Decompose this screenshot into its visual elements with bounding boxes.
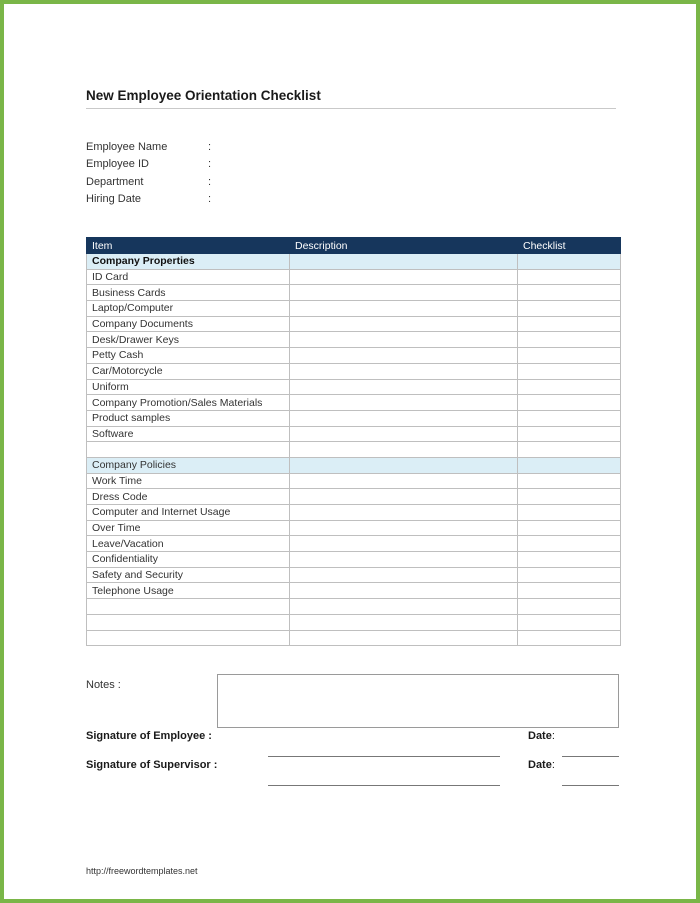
description-cell[interactable]: [290, 520, 518, 536]
field-label: Employee ID: [86, 158, 149, 170]
table-row: [87, 599, 621, 615]
department-field: [86, 176, 212, 188]
table-row: [87, 301, 621, 317]
table-row: [87, 473, 621, 489]
item-cell: Company Properties: [87, 254, 290, 270]
item-cell: Computer and Internet Usage: [87, 505, 290, 521]
field-colon: :: [208, 193, 212, 205]
item-cell: Over Time: [87, 520, 290, 536]
item-cell: [87, 614, 290, 630]
item-cell: Software: [87, 426, 290, 442]
table-row: [87, 316, 621, 332]
table-section-row: [87, 457, 621, 473]
checklist-cell[interactable]: [518, 410, 621, 426]
table-row: [87, 410, 621, 426]
description-cell[interactable]: [290, 348, 518, 364]
description-cell[interactable]: [290, 332, 518, 348]
checklist-cell[interactable]: [518, 552, 621, 568]
description-cell[interactable]: [290, 426, 518, 442]
table-section-row: [87, 254, 621, 270]
field-label: Department: [86, 176, 144, 188]
supervisor-date-line[interactable]: [562, 785, 619, 786]
checklist-cell[interactable]: [518, 442, 621, 458]
table-row: [87, 583, 621, 599]
notes-label: Notes :: [86, 679, 121, 691]
description-cell[interactable]: [290, 552, 518, 568]
description-cell[interactable]: [290, 473, 518, 489]
footer-url: http://freewordtemplates.net: [86, 866, 198, 876]
hiring-date-field: [86, 193, 212, 205]
checklist-table: [86, 237, 621, 646]
table-row: [87, 395, 621, 411]
field-label: Employee Name: [86, 141, 168, 153]
table-row: [87, 520, 621, 536]
employee-id-field: [86, 158, 212, 170]
description-cell[interactable]: [290, 630, 518, 646]
checklist-cell[interactable]: [518, 599, 621, 615]
item-cell: [87, 630, 290, 646]
description-cell[interactable]: [290, 583, 518, 599]
checklist-cell[interactable]: [518, 348, 621, 364]
table-row: [87, 332, 621, 348]
checklist-cell[interactable]: [518, 536, 621, 552]
field-colon: :: [208, 176, 212, 188]
description-cell[interactable]: [290, 301, 518, 317]
table-row: [87, 567, 621, 583]
checklist-cell[interactable]: [518, 473, 621, 489]
employee-name-field: [86, 141, 212, 153]
table-row: [87, 442, 621, 458]
item-cell: Company Documents: [87, 316, 290, 332]
table-row: [87, 426, 621, 442]
description-cell[interactable]: [290, 489, 518, 505]
page-title: New Employee Orientation Checklist: [86, 88, 616, 109]
checklist-cell[interactable]: [518, 379, 621, 395]
description-cell[interactable]: [290, 285, 518, 301]
column-header-description: Description: [290, 238, 518, 254]
checklist-cell[interactable]: [518, 285, 621, 301]
item-cell: Work Time: [87, 473, 290, 489]
item-cell: Company Promotion/Sales Materials: [87, 395, 290, 411]
description-cell[interactable]: [290, 395, 518, 411]
item-cell: Laptop/Computer: [87, 301, 290, 317]
table-row: [87, 285, 621, 301]
checklist-cell[interactable]: [518, 254, 621, 270]
table-row: [87, 379, 621, 395]
checklist-cell[interactable]: [518, 520, 621, 536]
checklist-cell[interactable]: [518, 457, 621, 473]
checklist-cell[interactable]: [518, 583, 621, 599]
description-cell[interactable]: [290, 269, 518, 285]
date-colon: :: [551, 759, 555, 771]
description-cell[interactable]: [290, 363, 518, 379]
date-colon: :: [551, 730, 555, 742]
checklist-cell[interactable]: [518, 395, 621, 411]
item-cell: Telephone Usage: [87, 583, 290, 599]
date-label-text: Date: [528, 759, 552, 771]
item-cell: Safety and Security: [87, 567, 290, 583]
field-colon: :: [208, 141, 212, 153]
field-colon: :: [208, 158, 212, 170]
column-header-checklist: Checklist: [518, 238, 621, 254]
description-cell[interactable]: [290, 410, 518, 426]
document-page: [4, 4, 696, 899]
description-cell[interactable]: [290, 536, 518, 552]
checklist-cell[interactable]: [518, 489, 621, 505]
item-cell: Petty Cash: [87, 348, 290, 364]
table-row: [87, 348, 621, 364]
table-row: [87, 536, 621, 552]
checklist-cell[interactable]: [518, 363, 621, 379]
checklist-cell[interactable]: [518, 630, 621, 646]
checklist-cell[interactable]: [518, 269, 621, 285]
checklist-cell[interactable]: [518, 332, 621, 348]
notes-box[interactable]: [217, 674, 619, 728]
checklist-cell[interactable]: [518, 426, 621, 442]
table-header-row: [87, 238, 621, 254]
item-cell: Business Cards: [87, 285, 290, 301]
table-row: [87, 363, 621, 379]
item-cell: Confidentiality: [87, 552, 290, 568]
checklist-cell[interactable]: [518, 614, 621, 630]
table-row: [87, 614, 621, 630]
date-label-text: Date: [528, 730, 552, 742]
description-cell[interactable]: [290, 505, 518, 521]
item-cell: Dress Code: [87, 489, 290, 505]
item-cell: ID Card: [87, 269, 290, 285]
description-cell[interactable]: [290, 614, 518, 630]
item-cell: Uniform: [87, 379, 290, 395]
table-row: [87, 489, 621, 505]
table-row: [87, 552, 621, 568]
description-cell[interactable]: [290, 254, 518, 270]
supervisor-date-label: [528, 759, 555, 771]
description-cell[interactable]: [290, 457, 518, 473]
employee-signature-line[interactable]: [268, 756, 500, 757]
description-cell[interactable]: [290, 442, 518, 458]
employee-date-label: [528, 730, 555, 742]
item-cell: [87, 442, 290, 458]
checklist-cell[interactable]: [518, 567, 621, 583]
table-row: [87, 269, 621, 285]
description-cell[interactable]: [290, 567, 518, 583]
checklist-body: [87, 254, 621, 646]
item-cell: [87, 599, 290, 615]
employee-signature-label: Signature of Employee :: [86, 730, 212, 742]
checklist-cell[interactable]: [518, 301, 621, 317]
table-row: [87, 630, 621, 646]
description-cell[interactable]: [290, 379, 518, 395]
table-row: [87, 505, 621, 521]
checklist-cell[interactable]: [518, 316, 621, 332]
description-cell[interactable]: [290, 316, 518, 332]
description-cell[interactable]: [290, 599, 518, 615]
item-cell: Company Policies: [87, 457, 290, 473]
column-header-item: Item: [87, 238, 290, 254]
field-label: Hiring Date: [86, 193, 142, 205]
item-cell: Leave/Vacation: [87, 536, 290, 552]
item-cell: Desk/Drawer Keys: [87, 332, 290, 348]
item-cell: Product samples: [87, 410, 290, 426]
employee-date-line[interactable]: [562, 756, 619, 757]
supervisor-signature-line[interactable]: [268, 785, 500, 786]
supervisor-signature-label: Signature of Supervisor :: [86, 759, 218, 771]
item-cell: Car/Motorcycle: [87, 363, 290, 379]
checklist-cell[interactable]: [518, 505, 621, 521]
